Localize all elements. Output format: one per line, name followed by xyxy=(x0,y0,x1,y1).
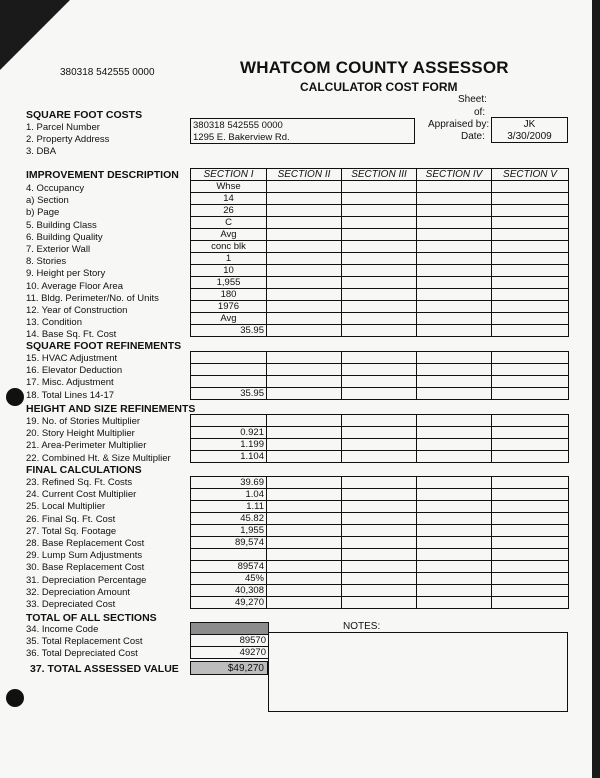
section-cell[interactable] xyxy=(492,193,569,205)
height-size-heading: HEIGHT AND SIZE REFINEMENTS xyxy=(26,403,196,415)
section-i-cell[interactable]: 49270 xyxy=(191,647,269,659)
form-title: WHATCOM COUNTY ASSESSOR xyxy=(240,58,509,77)
section-cell[interactable] xyxy=(342,277,417,289)
assessed-value: $49,270 xyxy=(227,663,264,674)
dba-label: 3. DBA xyxy=(26,146,57,157)
section-i-cell[interactable]: conc blk xyxy=(191,241,267,253)
section-cell[interactable] xyxy=(492,388,569,400)
section-cell[interactable] xyxy=(267,205,342,217)
section-cell[interactable] xyxy=(267,573,342,585)
row-label: 12. Year of Construction xyxy=(26,305,128,316)
form-subtitle: CALCULATOR COST FORM xyxy=(300,80,458,94)
row-label: 25. Local Multiplier xyxy=(26,501,106,513)
section-cell[interactable] xyxy=(267,451,342,463)
section-cell[interactable] xyxy=(417,193,492,205)
section-cell[interactable] xyxy=(342,376,417,388)
table-row xyxy=(191,537,569,549)
section-cell[interactable] xyxy=(267,181,342,193)
section-cell[interactable] xyxy=(492,253,569,265)
section-i-cell[interactable] xyxy=(191,352,267,364)
row-label: 7. Exterior Wall xyxy=(26,244,91,255)
section-cell[interactable] xyxy=(342,525,417,537)
section-i-cell[interactable]: 1976 xyxy=(191,301,267,313)
row-label: 23. Refined Sq. Ft. Costs xyxy=(26,477,133,488)
section-i-cell[interactable]: 1.04 xyxy=(191,489,267,501)
row-label: 35. Total Replacement Cost xyxy=(26,636,143,648)
table-row xyxy=(191,181,569,193)
section-i-cell[interactable]: 1 xyxy=(191,253,267,265)
row-label: 33. Depreciated Cost xyxy=(26,599,116,610)
section-cell[interactable] xyxy=(342,253,417,265)
row-label: 11. Bldg. Perimeter/No. of Units xyxy=(26,292,159,304)
section-cell[interactable] xyxy=(417,451,492,463)
section-header: SECTION IV xyxy=(417,169,492,181)
section-cell[interactable] xyxy=(267,585,342,597)
section-cell[interactable] xyxy=(267,477,342,489)
section-cell[interactable] xyxy=(267,427,342,439)
table-row xyxy=(191,415,569,427)
table-row xyxy=(191,477,569,489)
totals-heading: TOTAL OF ALL SECTIONS xyxy=(26,612,157,624)
section-cell[interactable] xyxy=(342,451,417,463)
section-cell[interactable] xyxy=(492,181,569,193)
parcel-number-label: 1. Parcel Number xyxy=(26,122,100,133)
date-value: 3/30/2009 xyxy=(507,131,552,142)
section-cell[interactable] xyxy=(267,229,342,241)
section-cell[interactable] xyxy=(342,501,417,513)
table-row xyxy=(191,241,569,253)
section-cell[interactable] xyxy=(417,241,492,253)
table-row xyxy=(191,229,569,241)
section-cell[interactable] xyxy=(417,388,492,400)
section-cell[interactable] xyxy=(492,549,569,561)
section-i-cell[interactable]: Avg xyxy=(191,313,267,325)
section-cell[interactable] xyxy=(267,289,342,301)
section-cell[interactable] xyxy=(267,501,342,513)
section-cell[interactable] xyxy=(342,561,417,573)
section-i-cell[interactable] xyxy=(191,415,267,427)
section-cell[interactable] xyxy=(342,549,417,561)
section-header: SECTION V xyxy=(492,169,569,181)
section-cell[interactable] xyxy=(267,549,342,561)
section-cell[interactable] xyxy=(342,205,417,217)
section-cell[interactable] xyxy=(267,265,342,277)
section-cell[interactable] xyxy=(417,525,492,537)
section-i-cell[interactable]: 0.921 xyxy=(191,427,267,439)
section-cell[interactable] xyxy=(492,427,569,439)
section-cell[interactable] xyxy=(267,537,342,549)
row-label: 16. Elevator Deduction xyxy=(26,365,123,377)
table-row xyxy=(191,364,569,376)
section-cell[interactable] xyxy=(342,597,417,609)
section-cell[interactable] xyxy=(342,573,417,585)
row-label: 31. Depreciation Percentage xyxy=(26,574,147,586)
scan-edge-shadow xyxy=(592,0,600,778)
section-cell[interactable] xyxy=(492,241,569,253)
section-cell[interactable] xyxy=(492,352,569,364)
section-cell[interactable] xyxy=(342,489,417,501)
table-row xyxy=(191,623,269,635)
section-header: SECTION II xyxy=(267,169,342,181)
table-row xyxy=(191,352,569,364)
section-cell[interactable] xyxy=(267,561,342,573)
section-cell[interactable] xyxy=(342,241,417,253)
section-cell[interactable] xyxy=(267,193,342,205)
notes-label: NOTES: xyxy=(343,621,381,632)
table-row xyxy=(191,193,569,205)
appraised-by-label: Appraised by: xyxy=(428,119,490,130)
section-cell[interactable] xyxy=(267,415,342,427)
row-label: 8. Stories xyxy=(26,256,67,268)
row-label: a) Section xyxy=(26,195,69,207)
section-cell[interactable] xyxy=(342,325,417,337)
section-cell[interactable] xyxy=(492,585,569,597)
section-cell[interactable] xyxy=(492,525,569,537)
section-cell[interactable] xyxy=(342,352,417,364)
table-row xyxy=(191,561,569,573)
section-i-cell[interactable]: 1.104 xyxy=(191,451,267,463)
section-cell[interactable] xyxy=(492,376,569,388)
table-row xyxy=(191,549,569,561)
section-cell[interactable] xyxy=(417,364,492,376)
section-cell[interactable] xyxy=(342,265,417,277)
section-cell[interactable] xyxy=(492,513,569,525)
row-label: 22. Combined Ht. & Size Multiplier xyxy=(26,452,171,464)
section-cell[interactable] xyxy=(267,253,342,265)
section-cell[interactable] xyxy=(417,537,492,549)
final-calculations-heading: FINAL CALCULATIONS xyxy=(26,464,142,476)
section-i-cell[interactable]: 10 xyxy=(191,265,267,277)
row-label: 28. Base Replacement Cost xyxy=(26,538,145,549)
final-calculations-table xyxy=(190,476,569,609)
table-row xyxy=(191,489,569,501)
table-row xyxy=(191,573,569,585)
table-row xyxy=(191,277,569,289)
table-row xyxy=(191,205,569,217)
sq-ft-refinements-heading: SQUARE FOOT REFINEMENTS xyxy=(26,340,182,352)
section-cell[interactable] xyxy=(492,325,569,337)
section-header-row xyxy=(191,169,569,181)
row-label: 9. Height per Story xyxy=(26,268,106,280)
section-cell[interactable] xyxy=(267,388,342,400)
section-cell[interactable] xyxy=(267,277,342,289)
section-cell[interactable] xyxy=(492,289,569,301)
row-label: 18. Total Lines 14-17 xyxy=(26,389,115,401)
section-cell[interactable] xyxy=(267,376,342,388)
section-cell[interactable] xyxy=(342,477,417,489)
date-label: Date: xyxy=(461,131,485,142)
section-i-cell[interactable]: 45.82 xyxy=(191,513,267,525)
row-label: 17. Misc. Adjustment xyxy=(26,377,114,389)
row-label: 26. Final Sq. Ft. Cost xyxy=(26,513,116,525)
row-label: 32. Depreciation Amount xyxy=(26,586,131,598)
section-cell[interactable] xyxy=(342,513,417,525)
row-label: 10. Average Floor Area xyxy=(26,280,123,292)
section-cell[interactable] xyxy=(342,439,417,451)
section-cell[interactable] xyxy=(267,301,342,313)
section-cell[interactable] xyxy=(417,597,492,609)
section-cell[interactable] xyxy=(417,427,492,439)
table-row xyxy=(191,513,569,525)
section-cell[interactable] xyxy=(417,181,492,193)
section-header: SECTION I xyxy=(191,169,267,181)
section-cell[interactable] xyxy=(417,313,492,325)
table-row xyxy=(191,301,569,313)
section-i-cell[interactable]: 89574 xyxy=(191,561,267,573)
row-label: 27. Total Sq. Footage xyxy=(26,525,117,537)
notes-box xyxy=(268,632,568,712)
row-label: 36. Total Depreciated Cost xyxy=(26,648,138,660)
section-i-cell[interactable]: Whse xyxy=(191,181,267,193)
sheet-label: Sheet: xyxy=(458,94,487,105)
row-label: 5. Building Class xyxy=(26,219,97,231)
row-label: 20. Story Height Multiplier xyxy=(26,428,135,440)
section-cell[interactable] xyxy=(492,537,569,549)
appraiser-box xyxy=(491,117,568,143)
square-foot-costs-heading: SQUARE FOOT COSTS xyxy=(26,109,143,121)
table-row xyxy=(191,325,569,337)
parcel-number-value: 380318 542555 0000 xyxy=(193,120,283,131)
table-row xyxy=(191,427,569,439)
hole-punch xyxy=(6,689,24,707)
section-cell[interactable] xyxy=(492,205,569,217)
section-cell[interactable] xyxy=(417,277,492,289)
appraiser-value: JK xyxy=(523,119,536,130)
section-i-cell[interactable]: 26 xyxy=(191,205,267,217)
section-cell[interactable] xyxy=(417,289,492,301)
parcel-info-box xyxy=(190,118,415,144)
section-cell[interactable] xyxy=(342,388,417,400)
section-i-cell[interactable]: 45% xyxy=(191,573,267,585)
section-cell[interactable] xyxy=(417,205,492,217)
reference-number: 380318 542555 0000 xyxy=(60,67,155,78)
section-cell[interactable] xyxy=(492,597,569,609)
section-cell[interactable] xyxy=(417,549,492,561)
section-i-cell[interactable] xyxy=(191,623,269,635)
section-cell[interactable] xyxy=(492,277,569,289)
table-row xyxy=(191,597,569,609)
row-label: 30. Base Replacement Cost xyxy=(26,562,145,574)
table-row xyxy=(191,217,569,229)
row-label: 6. Building Quality xyxy=(26,231,103,243)
section-i-cell[interactable]: 180 xyxy=(191,289,267,301)
section-i-cell[interactable]: 49,270 xyxy=(191,597,267,609)
table-row xyxy=(191,451,569,463)
table-row xyxy=(191,439,569,451)
assessed-value-label: 37. TOTAL ASSESSED VALUE xyxy=(30,663,179,675)
section-cell[interactable] xyxy=(342,193,417,205)
section-cell[interactable] xyxy=(267,217,342,229)
section-i-cell[interactable]: 1.11 xyxy=(191,501,267,513)
improvement-table xyxy=(190,168,569,337)
table-row xyxy=(191,525,569,537)
section-cell[interactable] xyxy=(417,585,492,597)
section-cell[interactable] xyxy=(417,301,492,313)
section-cell[interactable] xyxy=(492,489,569,501)
sq-ft-refinements-table xyxy=(190,351,569,400)
section-cell[interactable] xyxy=(417,415,492,427)
section-cell[interactable] xyxy=(267,325,342,337)
section-cell[interactable] xyxy=(417,352,492,364)
section-cell[interactable] xyxy=(267,525,342,537)
section-cell[interactable] xyxy=(417,217,492,229)
section-cell[interactable] xyxy=(417,265,492,277)
table-row xyxy=(191,647,269,659)
section-cell[interactable] xyxy=(267,364,342,376)
section-cell[interactable] xyxy=(342,364,417,376)
totals-table xyxy=(190,622,269,659)
table-row xyxy=(191,585,569,597)
row-label: 29. Lump Sum Adjustments xyxy=(26,550,143,562)
row-label: 19. No. of Stories Multiplier xyxy=(26,416,141,427)
section-cell[interactable] xyxy=(417,501,492,513)
table-row xyxy=(191,253,569,265)
section-cell[interactable] xyxy=(342,537,417,549)
row-label: b) Page xyxy=(26,207,60,219)
section-i-cell[interactable]: 89,574 xyxy=(191,537,267,549)
section-cell[interactable] xyxy=(492,229,569,241)
table-row xyxy=(191,635,269,647)
section-i-cell[interactable]: 1.199 xyxy=(191,439,267,451)
section-cell[interactable] xyxy=(417,477,492,489)
row-label: 24. Current Cost Multiplier xyxy=(26,489,137,501)
section-i-cell[interactable]: 89570 xyxy=(191,635,269,647)
section-cell[interactable] xyxy=(417,253,492,265)
section-cell[interactable] xyxy=(267,513,342,525)
section-cell[interactable] xyxy=(267,313,342,325)
section-cell[interactable] xyxy=(267,597,342,609)
hole-punch xyxy=(6,388,24,406)
table-row xyxy=(191,265,569,277)
section-cell[interactable] xyxy=(417,376,492,388)
table-row xyxy=(191,388,569,400)
section-cell[interactable] xyxy=(492,439,569,451)
section-cell[interactable] xyxy=(342,181,417,193)
section-cell[interactable] xyxy=(342,289,417,301)
section-i-cell[interactable]: 1,955 xyxy=(191,525,267,537)
table-row xyxy=(191,313,569,325)
table-row xyxy=(191,376,569,388)
property-address-label: 2. Property Address xyxy=(26,134,110,145)
section-cell[interactable] xyxy=(267,241,342,253)
table-row xyxy=(191,501,569,513)
section-cell[interactable] xyxy=(417,513,492,525)
section-i-cell[interactable]: 1,955 xyxy=(191,277,267,289)
row-label: 13. Condition xyxy=(26,317,82,329)
section-cell[interactable] xyxy=(417,229,492,241)
of-label: of: xyxy=(474,107,486,118)
assessed-value-box xyxy=(190,661,268,675)
section-i-cell[interactable] xyxy=(191,364,267,376)
section-cell[interactable] xyxy=(417,573,492,585)
section-i-cell[interactable]: 35.95 xyxy=(191,325,267,337)
row-label: 4. Occupancy xyxy=(26,183,85,194)
section-i-cell[interactable]: 35.95 xyxy=(191,388,267,400)
section-cell[interactable] xyxy=(492,415,569,427)
scan-corner-shadow xyxy=(0,0,70,70)
section-cell[interactable] xyxy=(342,427,417,439)
section-cell[interactable] xyxy=(492,477,569,489)
section-i-cell[interactable]: C xyxy=(191,217,267,229)
section-cell[interactable] xyxy=(492,265,569,277)
section-cell[interactable] xyxy=(267,439,342,451)
section-cell[interactable] xyxy=(492,217,569,229)
section-cell[interactable] xyxy=(342,217,417,229)
improvement-heading: IMPROVEMENT DESCRIPTION xyxy=(26,169,179,181)
section-cell[interactable] xyxy=(342,415,417,427)
section-cell[interactable] xyxy=(342,585,417,597)
section-i-cell[interactable]: 40,308 xyxy=(191,585,267,597)
section-cell[interactable] xyxy=(492,301,569,313)
table-row xyxy=(191,289,569,301)
section-i-cell[interactable] xyxy=(191,376,267,388)
section-cell[interactable] xyxy=(342,313,417,325)
row-label: 15. HVAC Adjustment xyxy=(26,353,118,364)
section-cell[interactable] xyxy=(342,301,417,313)
row-label: 21. Area-Perimeter Multiplier xyxy=(26,440,147,452)
section-cell[interactable] xyxy=(492,451,569,463)
section-i-cell[interactable]: Avg xyxy=(191,229,267,241)
section-cell[interactable] xyxy=(492,573,569,585)
section-cell[interactable] xyxy=(417,325,492,337)
section-cell[interactable] xyxy=(417,439,492,451)
row-label: 34. Income Code xyxy=(26,624,99,635)
section-cell[interactable] xyxy=(492,364,569,376)
height-size-table xyxy=(190,414,569,463)
section-cell[interactable] xyxy=(492,313,569,325)
section-cell[interactable] xyxy=(417,489,492,501)
section-cell[interactable] xyxy=(492,501,569,513)
section-cell[interactable] xyxy=(267,352,342,364)
section-cell[interactable] xyxy=(267,489,342,501)
row-label: 14. Base Sq. Ft. Cost xyxy=(26,329,117,341)
section-header: SECTION III xyxy=(342,169,417,181)
section-cell[interactable] xyxy=(417,561,492,573)
section-i-cell[interactable]: 39.69 xyxy=(191,477,267,489)
section-i-cell[interactable] xyxy=(191,549,267,561)
section-i-cell[interactable]: 14 xyxy=(191,193,267,205)
property-address-value: 1295 E. Bakerview Rd. xyxy=(193,132,290,143)
section-cell[interactable] xyxy=(492,561,569,573)
section-cell[interactable] xyxy=(342,229,417,241)
